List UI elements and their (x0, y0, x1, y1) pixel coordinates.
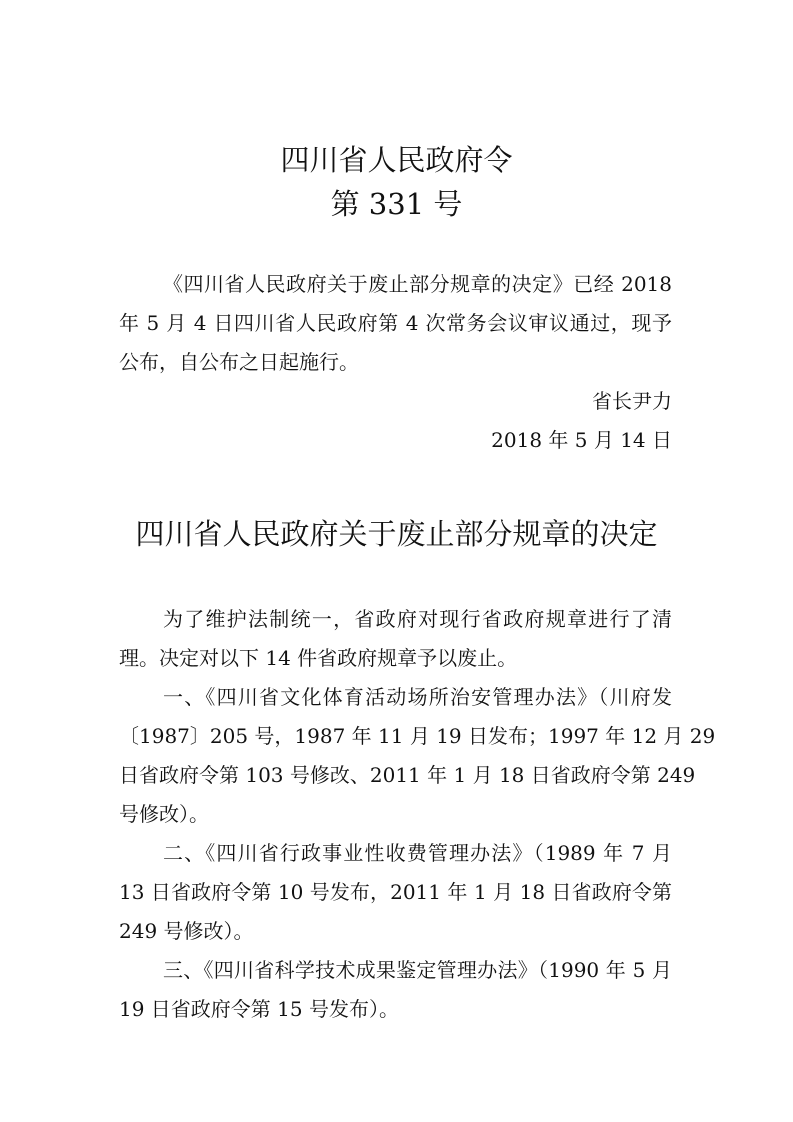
item-2-line-3: 249 号修改）。 (119, 919, 254, 943)
announcement-line-3: 公布，自公布之日起施行。 (119, 350, 359, 374)
order-date: 2018 年 5 月 14 日 (491, 428, 672, 452)
intro-line-1: 为了维护法制统一，省政府对现行省政府规章进行了清 (163, 607, 672, 631)
intro-line-2: 理。决定对以下 14 件省政府规章予以废止。 (119, 646, 518, 670)
signatory: 省长尹力 (592, 389, 672, 413)
announcement-line-1: 《四川省人民政府关于废止部分规章的决定》已经 2018 (163, 272, 672, 296)
item-3-line-2: 19 日省政府令第 15 号发布）。 (119, 997, 399, 1021)
item-1-line-3: 日省政府令第 103 号修改、2011 年 1 月 18 日省政府令第 249 (119, 763, 696, 787)
item-1-line-1: 一、《四川省文化体育活动场所治安管理办法》（川府发 (163, 685, 672, 709)
order-issuer: 四川省人民政府令 (280, 143, 513, 177)
order-number: 第 331 号 (330, 187, 463, 221)
decision-title: 四川省人民政府关于废止部分规章的决定 (135, 517, 658, 551)
item-2-line-1: 二、《四川省行政事业性收费管理办法》（1989 年 7 月 (163, 841, 672, 865)
announcement-line-2: 年 5 月 4 日四川省人民政府第 4 次常务会议审议通过，现予 (119, 311, 672, 335)
item-1-line-4: 号修改）。 (119, 802, 209, 826)
item-1-line-2: 〔1987〕205 号，1987 年 11 月 19 日发布；1997 年 12 月 29 (119, 724, 716, 748)
order-header (0, 138, 793, 226)
item-2-line-2: 13 日省政府令第 10 号发布，2011 年 1 月 18 日省政府令第 (119, 880, 672, 904)
item-3-line-1: 三、《四川省科学技术成果鉴定管理办法》（1990 年 5 月 (163, 958, 672, 982)
